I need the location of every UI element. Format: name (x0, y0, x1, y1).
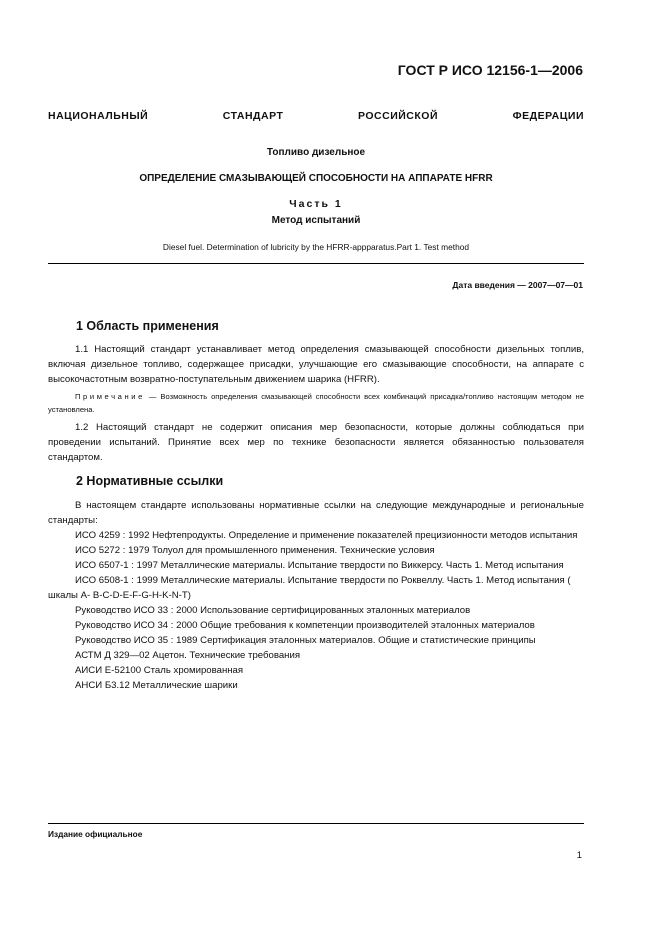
note-label: Примечание (75, 392, 145, 401)
reference-item: Руководство ИСО 35 : 1989 Сертификация эталонных материалов. Общие и статистические принципы (75, 635, 536, 646)
note (48, 390, 584, 416)
official-edition-label: Издание официальное (48, 829, 143, 839)
paragraph-1-2-text: 1.2 Настоящий стандарт не содержит описания мер безопасности, которые должны соблюдаться при проведении испытаний. Принятие всех мер по технике безопасности является обязанностью пользователя стандартом. (48, 422, 584, 463)
section-2-intro (48, 498, 584, 528)
reference-item: ИСО 5272 : 1979 Толуол для промышленного применения. Технические условия (75, 545, 435, 556)
note-text: — Возможность определения смазывающей способности всех комбинаций присадка/топливо настоящим методом не установлена. (48, 392, 584, 414)
subject-title: Топливо дизельное (266, 147, 366, 158)
reference-item: Руководство ИСО 33 : 2000 Использование сертифицированных эталонных материалов (75, 605, 471, 616)
english-title: Diesel fuel. Determination of lubricity by the HFRR-appparatus.Part 1. Test method (162, 242, 470, 252)
paragraph-1-1-text: 1.1 Настоящий стандарт устанавливает метод определения смазывающей способности дизельных топлив, включая дизельное топливо, содержащее присадки, улучшающие его смазывающие способности, на аппарате с высокочастотным возвратно-поступательным движением шарика (HFRR). (48, 344, 584, 385)
reference-item: ИСО 4259 : 1992 Нефтепродукты. Определение и применение показателей прецизионности методов испытания (75, 530, 578, 541)
title-divider (48, 263, 584, 264)
method-label: Метод испытаний (271, 215, 361, 226)
standard-title: ОПРЕДЕЛЕНИЕ СМАЗЫВАЮЩЕЙ СПОСОБНОСТИ НА АППАРАТЕ HFRR (139, 173, 493, 184)
paragraph-1-2 (48, 420, 584, 465)
part-label: Часть 1 (289, 198, 343, 210)
section-2-intro-text: В настоящем стандарте использованы нормативные ссылки на следующие международные и региональные стандарты: (48, 500, 584, 526)
page-number: 1 (576, 850, 582, 861)
reference-item: АИСИ Е-52100 Сталь хромированная (75, 665, 244, 676)
reference-item: АСТМ Д 329—02 Ацетон. Технические требования (75, 650, 301, 661)
reference-item: ИСО 6508-1 : 1999 Металлические материалы. Испытание твердости по Роквеллу. Часть 1. Метод испытания ( шкалы A- B-C-D-E-F-G-H-K-N-T) (48, 575, 571, 601)
normative-references-list (48, 528, 584, 693)
reference-item: АНСИ Б3.12 Металлические шарики (75, 680, 238, 691)
reference-item: Руководство ИСО 34 : 2000 Общие требования к компетенции производителей эталонных материалов (75, 620, 535, 631)
section-2-heading: 2 Нормативные ссылки (76, 474, 224, 488)
section-1-heading: 1 Область применения (76, 319, 219, 333)
national-standard-banner: НАЦИОНАЛЬНЫЙ СТАНДАРТ РОССИЙСКОЙ ФЕДЕРАЦИИ (48, 110, 584, 122)
document-code: ГОСТ Р ИСО 12156-1—2006 (397, 62, 583, 78)
footer-divider (48, 823, 584, 824)
reference-item: ИСО 6507-1 : 1997 Металлические материалы. Испытание твердости по Виккерсу. Часть 1. Метод испытания (75, 560, 564, 571)
introduction-date: Дата введения — 2007—07—01 (452, 280, 583, 290)
paragraph-1-1 (48, 342, 584, 387)
